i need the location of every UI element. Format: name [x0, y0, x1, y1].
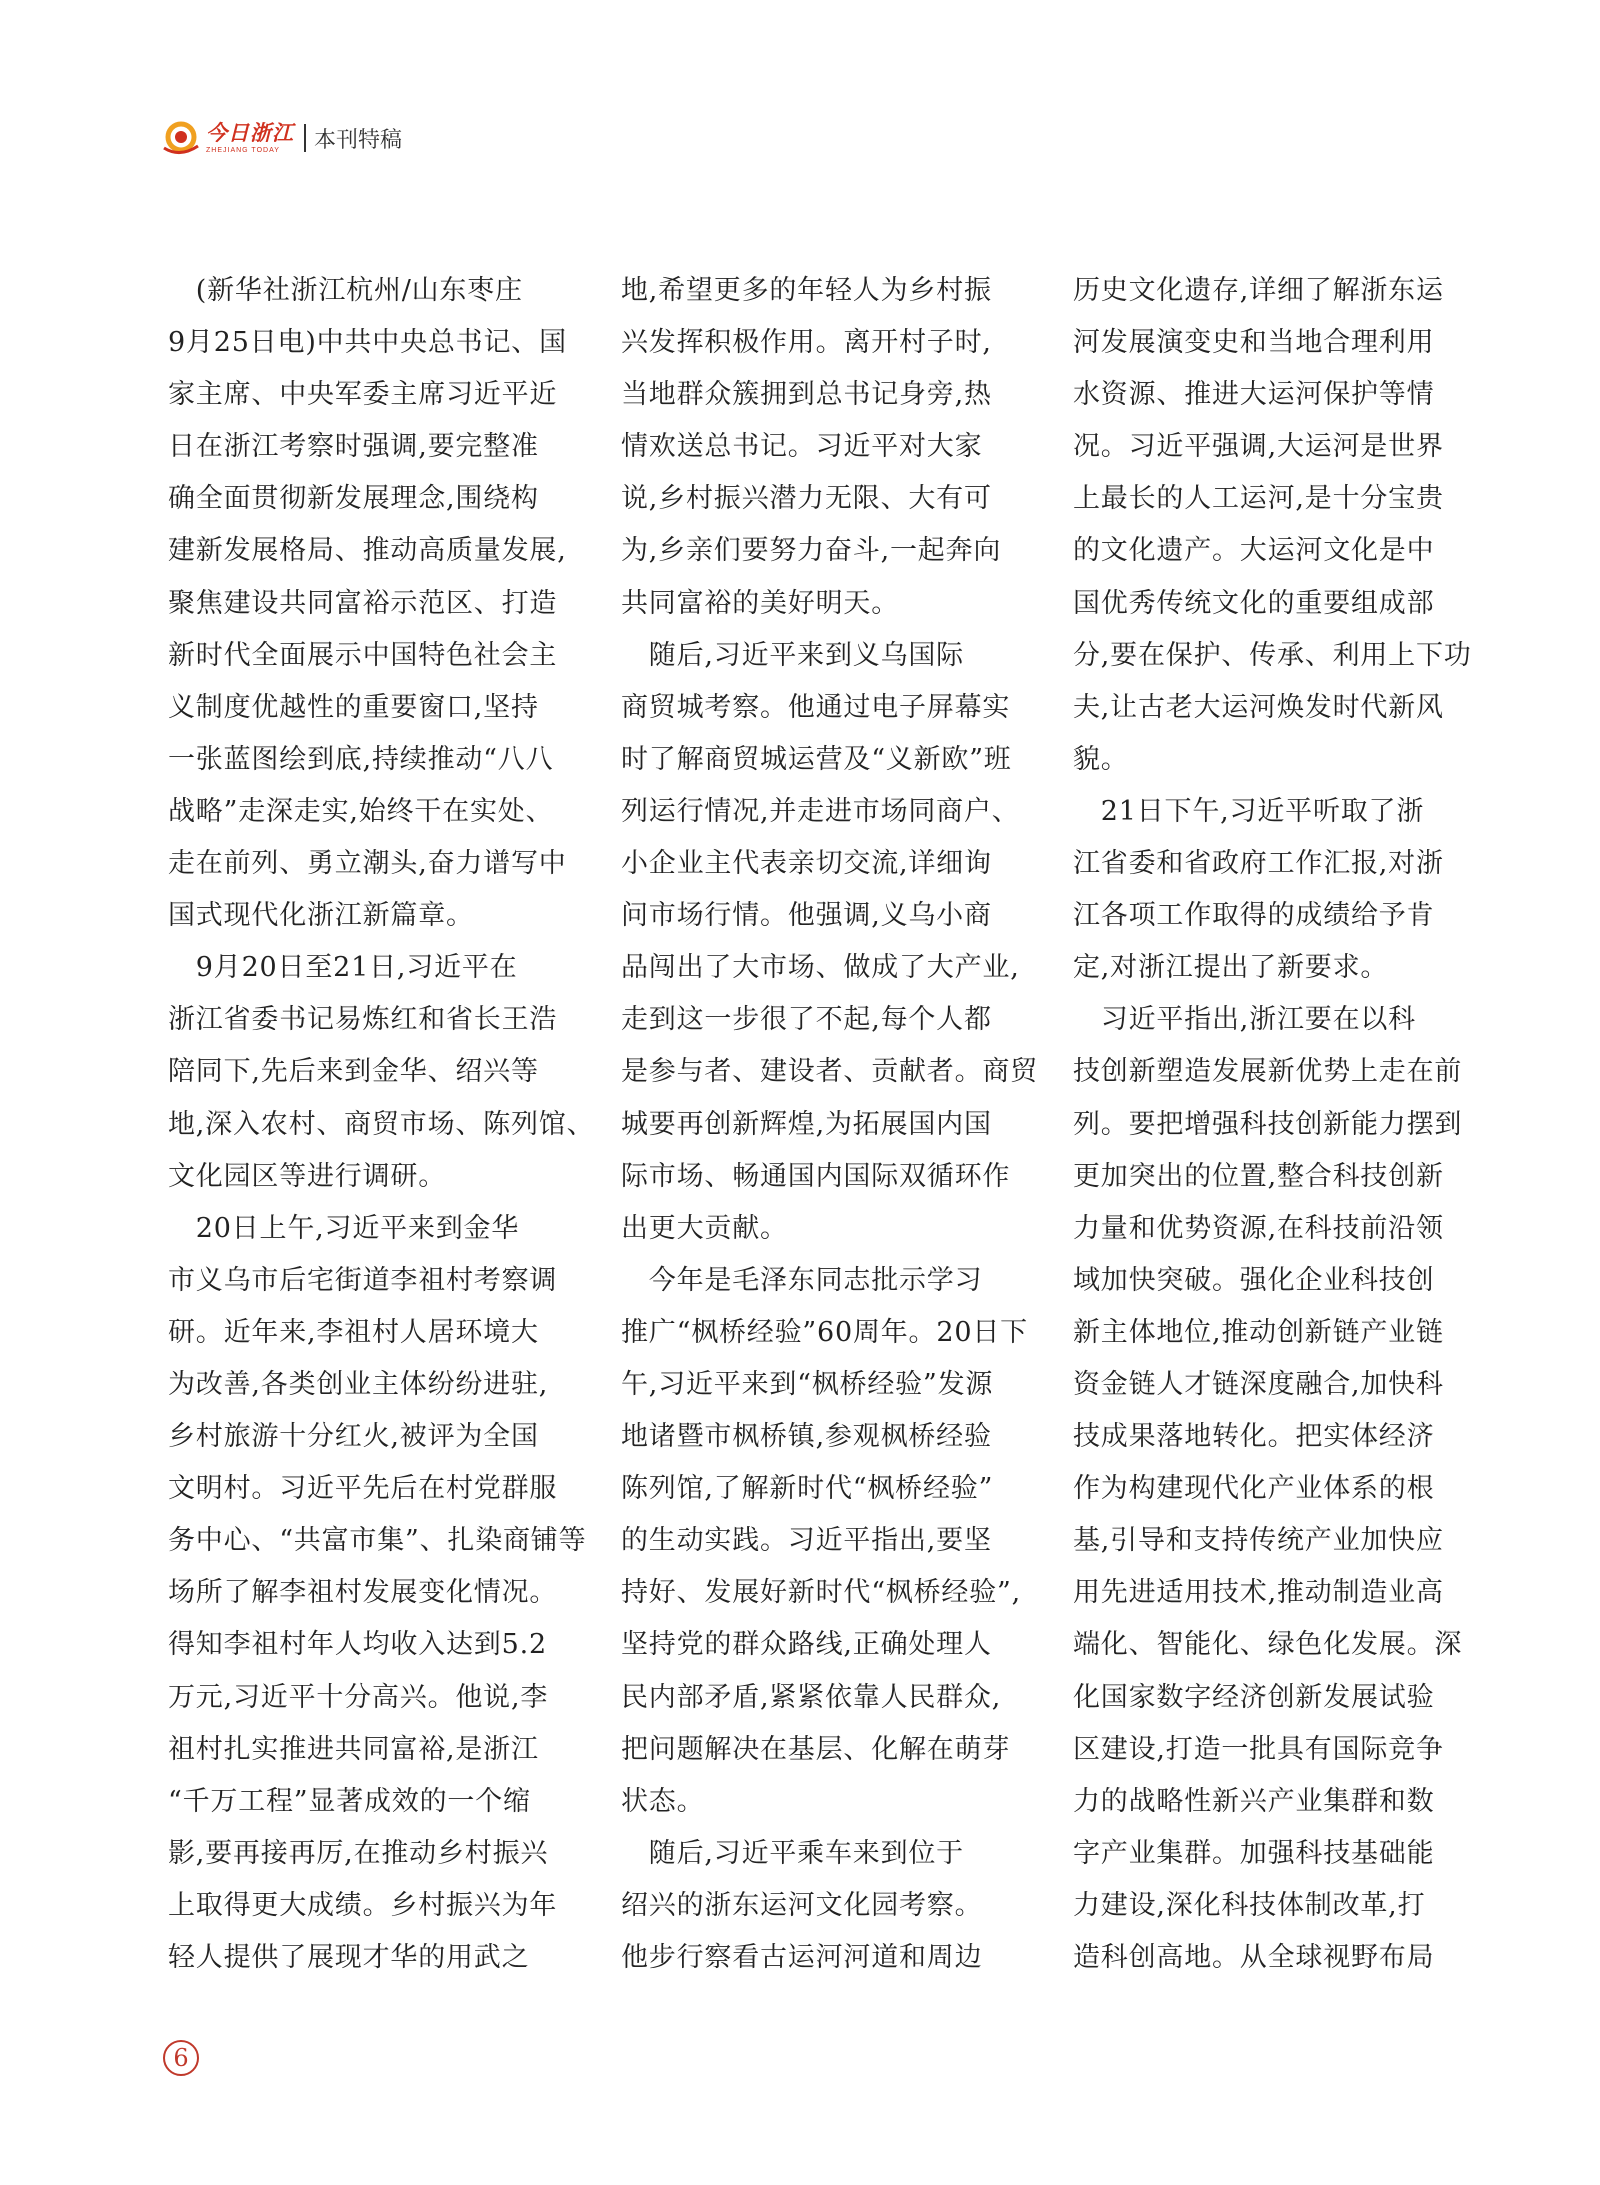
article-column-1: [168, 265, 613, 1984]
page-header: [160, 116, 402, 160]
paragraph: 9月20日至21日,习近平在 浙江省委书记易炼红和省长王浩 陪同下,先后来到金华、绍兴等 地,深入农村、商贸市场、陈列馆、 文化园区等进行调研。: [168, 952, 595, 1192]
paragraph: 习近平指出,浙江要在以科 技创新塑造发展新优势上走在前 列。要把增强科技创新能力摆到 更加突出的位置,整合科技创新 力量和优势资源,在科技前沿领 域加快突破。强化企业科技创 新主体地位,推动创新链产业链 资金链人才链深度融合,加快科 技成果落地转化。把实体经济 作为构建现代化产业体系的根 基,引导和支持传统产业加快应 用先进适用技术,推动制造业高 端化、智能化、绿色化发展。深 化国家数字经济创新发展试验 区建设,打造一批具有国际竞争 力的战略性新兴产业集群和数 字产业集群。加强科技基础能 力建设,深化科技体制改革,打 造科创高地。从全球视野布局: [1073, 1004, 1463, 1973]
logo-chinese: 今日浙江: [206, 120, 294, 145]
logo-english: ZHEJIANG TODAY: [206, 146, 280, 154]
paragraph: 随后,习近平乘车来到位于 绍兴的浙东运河文化园考察。 他步行察看古运河河道和周边: [621, 1837, 983, 1973]
paragraph: (新华社浙江杭州/山东枣庄 9月25日电)中共中央总书记、国 家主席、中央军委主席习近平近 日在浙江考察时强调,要完整准 确全面贯彻新发展理念,围绕构 建新发展格局、推动高质量发展, 聚焦建设共同富裕示范区、打造 新时代全面展示中国特色社会主 义制度优越性的重要窗口,坚持 一张蓝图绘到底,持续推动“八八 战略”走深走实,始终干在实处、 走在前列、勇立潮头,奋力谱写中 国式现代化浙江新篇章。: [168, 275, 567, 932]
article-column-2: [621, 265, 1066, 1984]
paragraph: 地,希望更多的年轻人为乡村振 兴发挥积极作用。离开村子时, 当地群众簇拥到总书记身旁,热 情欢送总书记。习近平对大家 说,乡村振兴潜力无限、大有可 为,乡亲们要努力奋斗,一起奔向 共同富裕的美好明天。: [621, 275, 1002, 619]
paragraph: 21日下午,习近平听取了浙 江省委和省政府工作汇报,对浙 江各项工作取得的成绩给予肯 定,对浙江提出了新要求。: [1073, 795, 1444, 984]
paragraph: 历史文化遗存,详细了解浙东运 河发展演变史和当地合理利用 水资源、推进大运河保护等情 况。习近平强调,大运河是世界 上最长的人工运河,是十分宝贵 的文化遗产。大运河文化是中 国优秀传统文化的重要组成部 分,要在保护、传承、利用上下功 夫,让古老大运河焕发时代新风 貌。: [1073, 275, 1472, 775]
magazine-logo: [206, 120, 294, 154]
paragraph: 随后,习近平来到义乌国际 商贸城考察。他通过电子屏幕实 时了解商贸城运营及“义新欧”班 列运行情况,并走进市场同商户、 小企业主代表亲切交流,详细询 问市场行情。他强调,义乌小商 品闯出了大市场、做成了大产业, 走到这一步很了不起,每个人都 是参与者、建设者、贡献者。商贸 城要再创新辉煌,为拓展国内国 际市场、畅通国内国际双循环作 出更大贡献。: [621, 639, 1038, 1244]
section-title: 本刊特稿: [314, 127, 403, 153]
header-divider: [304, 124, 306, 152]
article-column-3: [1073, 265, 1518, 1984]
paragraph: 今年是毛泽东同志批示学习 推广“枫桥经验”60周年。20日下 午,习近平来到“枫桥经验”发源 地诸暨市枫桥镇,参观枫桥经验 陈列馆,了解新时代“枫桥经验” 的生动实践。习近平指出,要坚 持好、发展好新时代“枫桥经验”, 坚持党的群众路线,正确处理人 民内部矛盾,紧紧依靠人民群众, 把问题解决在基层、化解在萌芽 状态。: [621, 1264, 1028, 1817]
paragraph: 20日上午,习近平来到金华 市义乌市后宅街道李祖村考察调 研。近年来,李祖村人居环境大 为改善,各类创业主体纷纷进驻, 乡村旅游十分红火,被评为全国 文明村。习近平先后在村党群服 务中心、“共富市集”、扎染商铺等 场所了解李祖村发展变化情况。 得知李祖村年人均收入达到5.2 万元,习近平十分高兴。他说,李 祖村扎实推进共同富裕,是浙江 “千万工程”显著成效的一个缩 影,要再接再厉,在推动乡村振兴 上取得更大成绩。乡村振兴为年 轻人提供了展现才华的用武之: [168, 1212, 587, 1973]
page-number: 6: [163, 2040, 199, 2076]
sun-logo-icon: [160, 118, 200, 158]
